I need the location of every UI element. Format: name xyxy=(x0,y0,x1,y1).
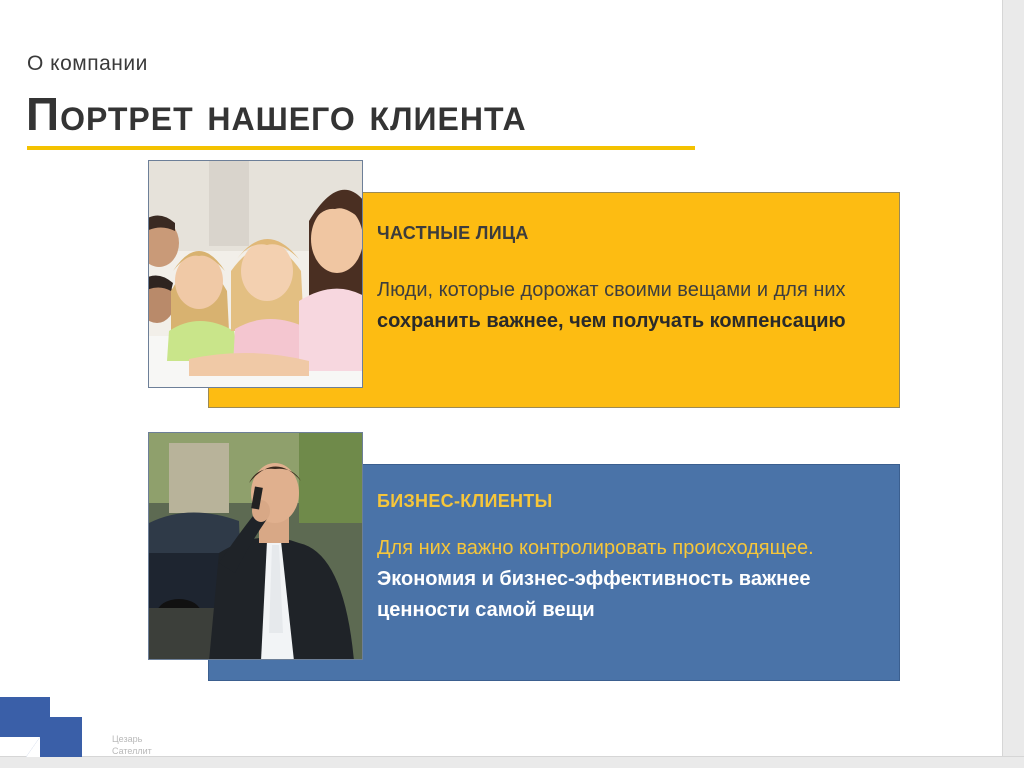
businessman-photo xyxy=(148,432,363,660)
section-subtitle: О компании xyxy=(27,52,148,75)
footer-brand-line2: Сателлит xyxy=(112,746,152,756)
card-text-plain: Люди, которые дорожат своими вещами и для них xyxy=(377,279,846,301)
slide-frame-bottom xyxy=(0,756,1024,768)
card-heading: БИЗНЕС-КЛИЕНТЫ xyxy=(377,491,553,511)
card-description xyxy=(377,533,887,626)
footer-brand xyxy=(112,733,172,757)
card-heading: ЧАСТНЫЕ ЛИЦА xyxy=(377,223,529,243)
card-text-plain: Для них важно контролировать происходящее. xyxy=(377,537,814,559)
company-logo xyxy=(0,697,82,757)
card-text-bold: Экономия и бизнес-эффективность важнее ценности самой вещи xyxy=(377,568,811,621)
footer-brand-line1: Цезарь xyxy=(112,734,143,744)
page-title: Портрет нашего клиента xyxy=(26,88,527,140)
family-photo xyxy=(148,160,363,388)
title-underline xyxy=(27,146,695,150)
card-description xyxy=(377,275,887,337)
slide-frame-right xyxy=(1002,0,1024,767)
card-text-bold: сохранить важнее, чем получать компенсацию xyxy=(377,310,846,332)
